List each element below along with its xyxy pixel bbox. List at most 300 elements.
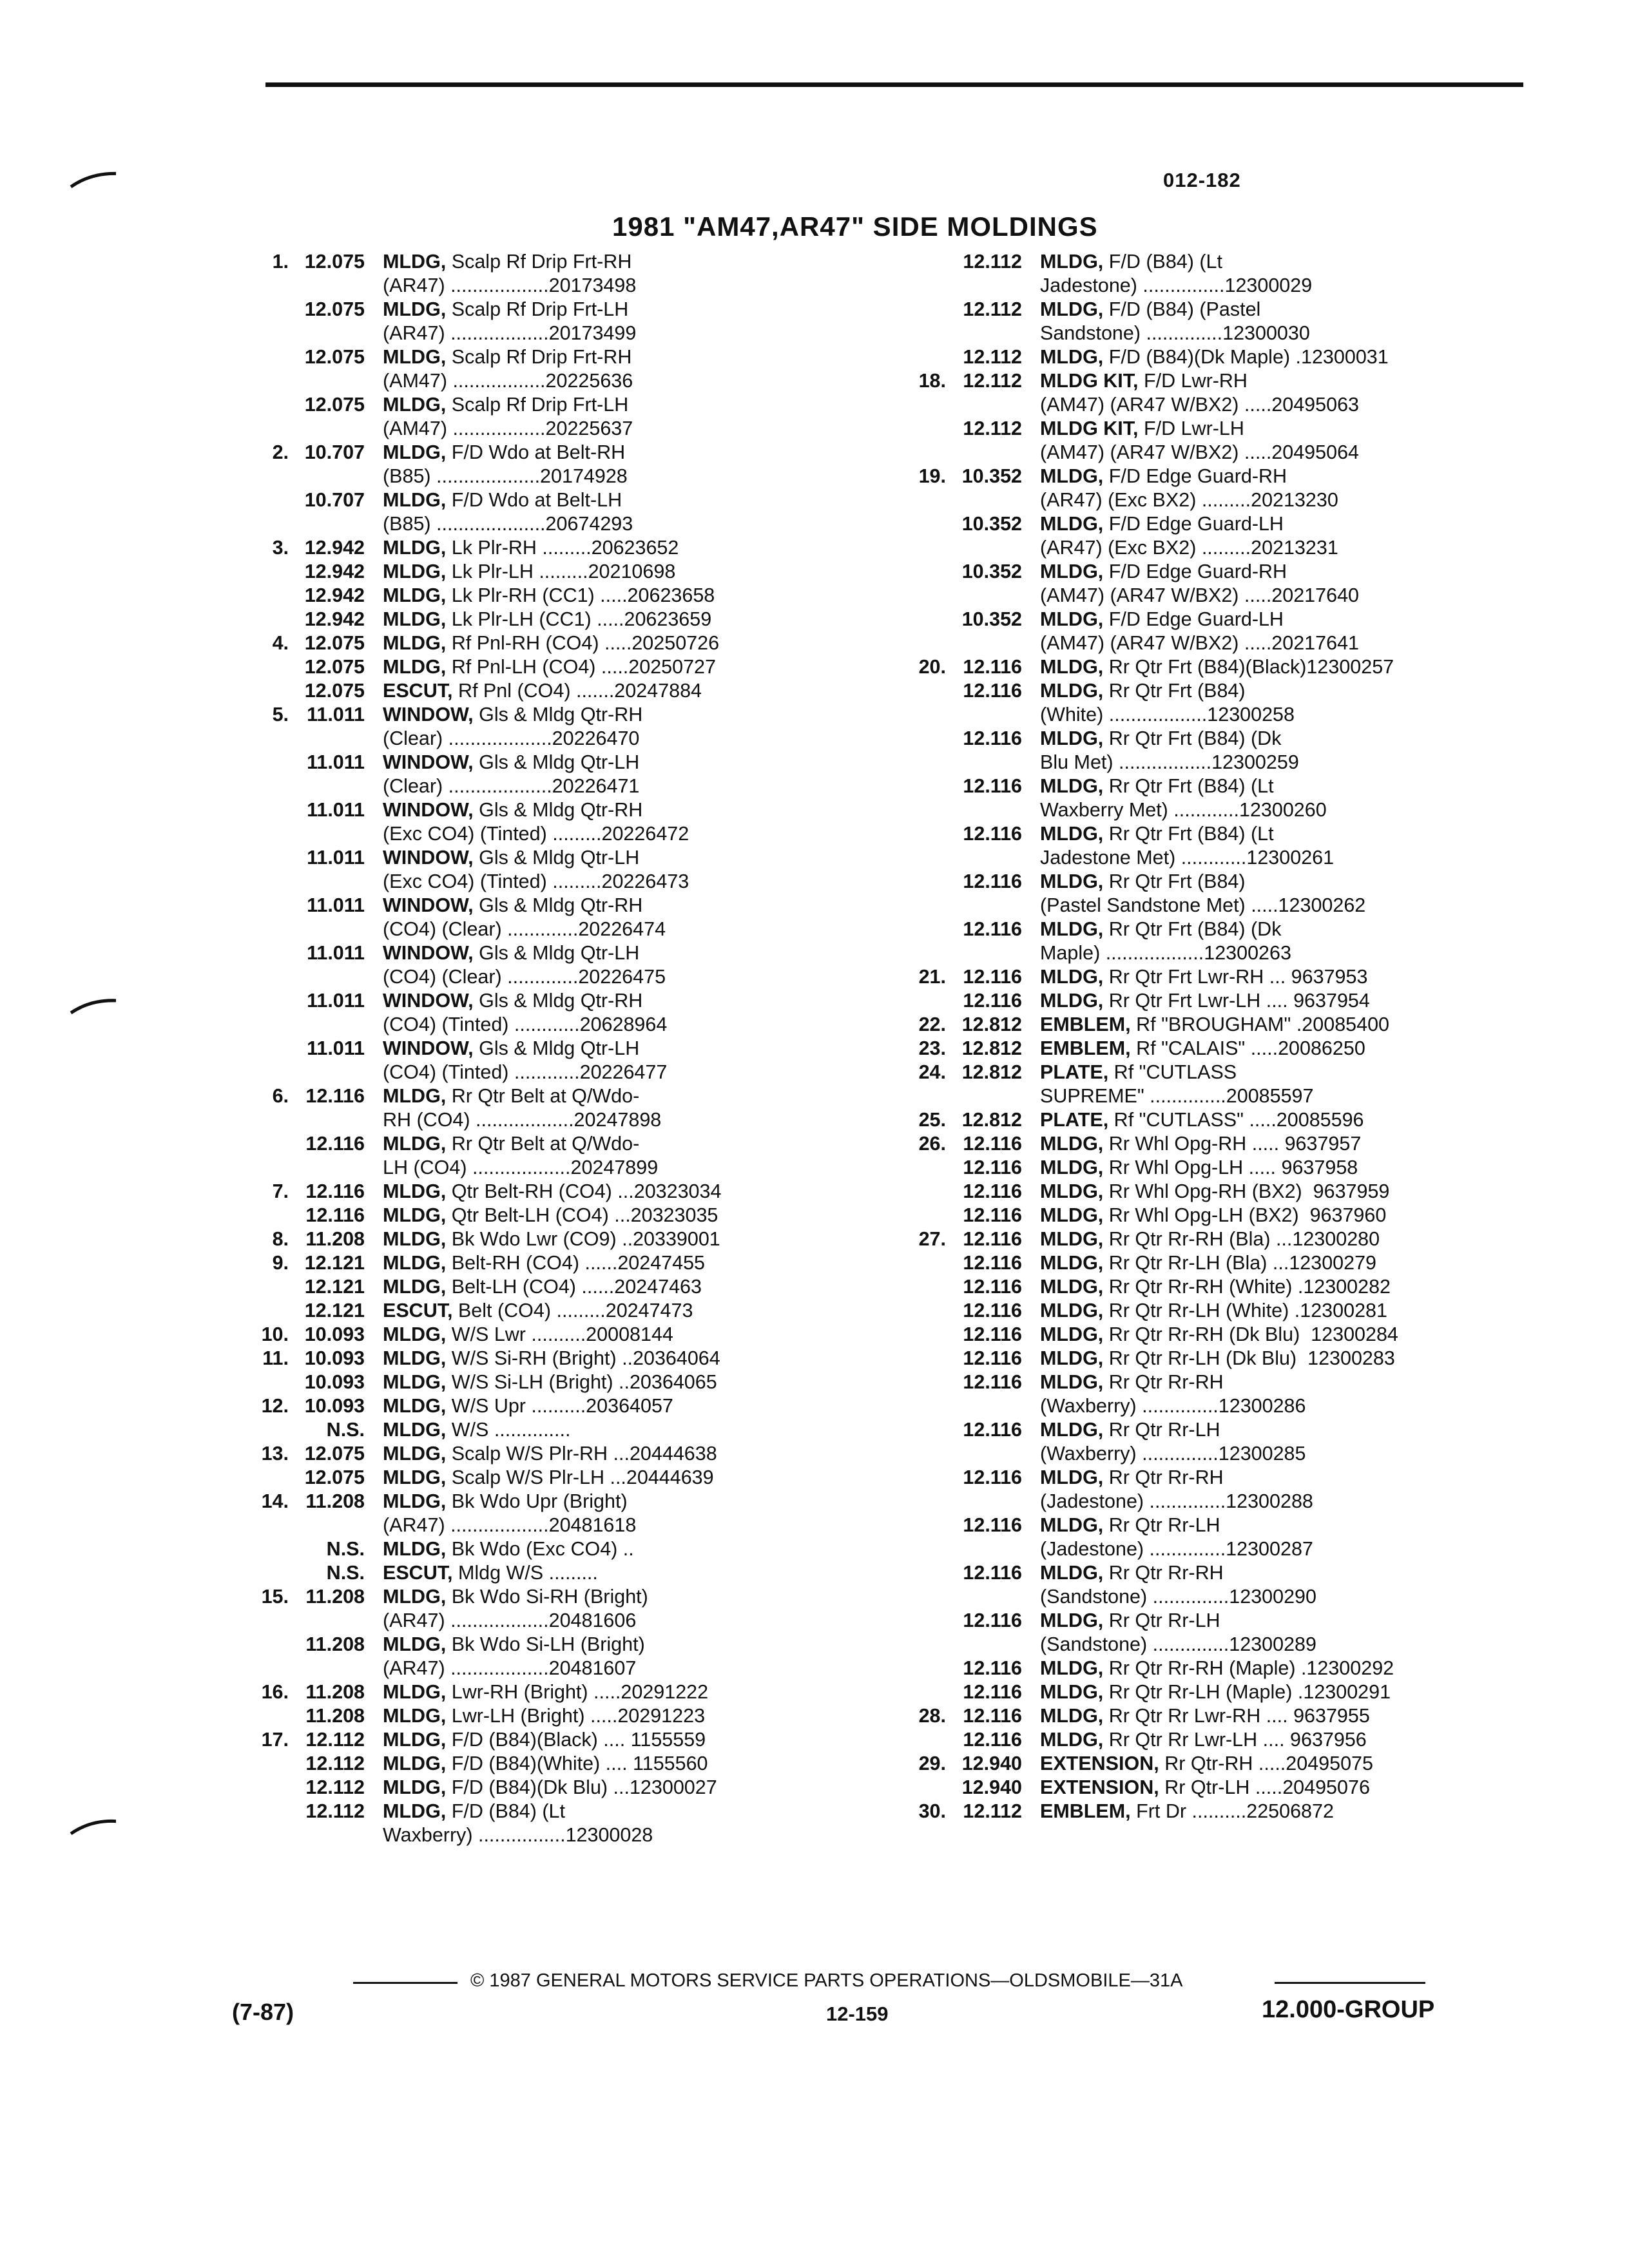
part-description (383, 584, 863, 608)
part-name: MLDG, (1040, 1180, 1104, 1202)
part-entry (232, 298, 863, 322)
section-number: N.S. (326, 1419, 365, 1441)
part-name: MLDG, (383, 1085, 447, 1107)
part-description (383, 1347, 863, 1370)
part-name: MLDG, (1040, 1514, 1104, 1536)
part-entry (889, 488, 1508, 512)
part-entry (889, 1251, 1508, 1275)
part-detail: Blu Met) .................12300259 (1040, 751, 1299, 773)
section-number: 11.208 (305, 1633, 365, 1655)
part-detail: (AM47) .................20225637 (383, 418, 633, 439)
part-detail: Bk Wdo Si-RH (Bright) (446, 1586, 648, 1608)
part-name: ESCUT, (383, 680, 453, 702)
section-number: 11.208 (305, 1490, 365, 1512)
part-detail: Bk Wdo Upr (Bright) (446, 1490, 628, 1512)
part-name: MLDG, (1040, 775, 1104, 797)
item-number: 19. (918, 465, 946, 487)
part-entry (232, 1609, 863, 1633)
part-description (1040, 798, 1508, 822)
part-entry (232, 393, 863, 417)
part-entry (232, 1657, 863, 1680)
part-description (383, 846, 863, 870)
part-name: WINDOW, (383, 1037, 474, 1059)
part-entry (889, 274, 1508, 298)
part-name: EXTENSION, (1040, 1776, 1159, 1798)
part-detail: Rr Qtr Rr-RH (1103, 1466, 1224, 1488)
part-description (383, 536, 863, 560)
part-entry (889, 894, 1508, 918)
section-number: 10.707 (304, 441, 365, 463)
part-description (1040, 1776, 1508, 1800)
part-entry (232, 798, 863, 822)
part-name: MLDG, (383, 1419, 447, 1441)
part-entry (232, 250, 863, 274)
part-name: MLDG, (383, 346, 447, 368)
part-description (383, 1084, 863, 1108)
part-name: MLDG, (383, 1800, 447, 1822)
part-detail: RH (CO4) ..................20247898 (383, 1109, 662, 1131)
part-name: WINDOW, (383, 799, 474, 821)
part-entry (889, 655, 1508, 679)
part-entry (889, 250, 1508, 274)
part-description (1040, 941, 1508, 965)
part-name: MLDG, (383, 298, 447, 320)
part-entry (889, 870, 1508, 894)
part-name: EMBLEM, (1040, 1037, 1131, 1059)
part-description (1040, 1752, 1508, 1776)
part-description (1040, 1609, 1508, 1633)
part-detail: LH (CO4) ..................20247899 (383, 1157, 659, 1178)
part-entry (889, 822, 1508, 846)
part-entry (889, 1323, 1508, 1347)
item-number: 20. (918, 656, 946, 678)
item-number: 14. (261, 1490, 289, 1512)
part-description (1040, 894, 1508, 918)
part-detail: Rr Qtr Rr-RH (Dk Blu) 12300284 (1103, 1323, 1398, 1345)
part-detail: Belt-RH (CO4) ......20247455 (446, 1252, 706, 1274)
part-description (1040, 488, 1508, 512)
part-entry (889, 369, 1508, 393)
part-entry (889, 1680, 1508, 1704)
section-number: 12.116 (963, 1347, 1022, 1369)
item-number: 10. (261, 1323, 289, 1345)
part-entry (232, 1275, 863, 1299)
item-number: 21. (918, 966, 946, 988)
part-name: MLDG, (1040, 680, 1104, 702)
part-name: MLDG, (383, 1681, 447, 1703)
part-description (383, 1490, 863, 1514)
item-number: 1. (272, 251, 289, 273)
section-number: 12.942 (304, 537, 365, 559)
section-number: 11.011 (307, 990, 365, 1012)
part-description (383, 608, 863, 631)
section-number: 12.112 (963, 1800, 1022, 1822)
section-number: 12.112 (963, 251, 1022, 273)
part-entry (232, 417, 863, 441)
section-number: 12.942 (304, 561, 365, 582)
part-name: MLDG, (1040, 990, 1104, 1012)
part-name: MLDG, (1040, 251, 1104, 273)
part-description (383, 870, 863, 894)
part-name: MLDG, (383, 394, 447, 416)
part-detail: Rr Qtr Frt Lwr-LH .... 9637954 (1103, 990, 1370, 1012)
part-entry (232, 1490, 863, 1514)
part-description (1040, 1132, 1508, 1156)
part-description (383, 441, 863, 465)
part-description (1040, 918, 1508, 941)
section-number: 12.116 (963, 1729, 1022, 1751)
part-entry (232, 512, 863, 536)
part-detail: Rr Qtr-RH .....20495075 (1159, 1753, 1373, 1774)
part-description (383, 1466, 863, 1490)
part-description (1040, 560, 1508, 584)
part-detail: Gls & Mldg Qtr-RH (473, 799, 643, 821)
part-detail: (AR47) ..................20173498 (383, 274, 637, 296)
part-detail: Bk Wdo Si-LH (Bright) (446, 1633, 645, 1655)
part-name: WINDOW, (383, 704, 474, 726)
part-detail: Lk Plr-RH .........20623652 (446, 537, 679, 559)
part-name: MLDG, (383, 1776, 447, 1798)
part-detail: Rr Qtr Rr Lwr-LH .... 9637956 (1103, 1729, 1367, 1751)
part-entry (232, 1347, 863, 1370)
part-detail: (AR47) ..................20481618 (383, 1514, 637, 1536)
part-detail: Gls & Mldg Qtr-RH (473, 990, 643, 1012)
part-entry (889, 1442, 1508, 1466)
part-entry (889, 846, 1508, 870)
part-description (1040, 1800, 1508, 1823)
section-number: 12.116 (963, 966, 1022, 988)
part-detail: (Clear) ...................20226470 (383, 727, 640, 749)
part-description (383, 679, 863, 703)
part-entry (889, 1776, 1508, 1800)
part-detail: Gls & Mldg Qtr-RH (473, 894, 643, 916)
part-name: MLDG, (383, 1443, 447, 1465)
part-detail: Rr Qtr-LH .....20495076 (1159, 1776, 1370, 1798)
part-description (383, 1204, 863, 1227)
part-entry (889, 1800, 1508, 1823)
part-description (1040, 393, 1508, 417)
part-detail: (B85) ....................20674293 (383, 513, 633, 535)
part-detail: Rf "CUTLASS" .....20085596 (1108, 1109, 1364, 1131)
item-number: 23. (918, 1037, 946, 1059)
part-detail: W/S Upr ..........20364057 (446, 1395, 673, 1417)
part-detail: W/S Si-RH (Bright) ..20364064 (446, 1347, 720, 1369)
part-entry (232, 560, 863, 584)
item-number: 8. (272, 1228, 289, 1250)
part-detail: Rr Qtr Rr-RH (Bla) ...12300280 (1103, 1228, 1380, 1250)
section-number: 12.812 (961, 1061, 1022, 1083)
part-entry (889, 1585, 1508, 1609)
part-detail: (AR47) ..................20481607 (383, 1657, 637, 1679)
footer-rule-left (353, 1982, 458, 1984)
part-entry (232, 631, 863, 655)
part-description (383, 751, 863, 774)
section-number: 12.116 (963, 1466, 1022, 1488)
part-entry (889, 417, 1508, 441)
part-entry (889, 1561, 1508, 1585)
part-entry (232, 1108, 863, 1132)
part-entry (889, 1275, 1508, 1299)
section-number: 12.116 (963, 1276, 1022, 1298)
part-name: MLDG, (383, 1490, 447, 1512)
item-number: 6. (272, 1085, 289, 1107)
section-number: 12.116 (963, 1180, 1022, 1202)
part-description (1040, 679, 1508, 703)
item-number: 11. (262, 1347, 289, 1369)
part-entry (889, 1752, 1508, 1776)
section-number: 12.116 (963, 1204, 1022, 1226)
catalog-code: 012-182 (1163, 169, 1241, 191)
part-detail: Rr Qtr Rr-RH (1103, 1562, 1224, 1584)
part-name: MLDG, (1040, 727, 1104, 749)
part-entry (232, 1585, 863, 1609)
section-number: 10.352 (961, 608, 1022, 630)
part-entry (232, 1204, 863, 1227)
part-name: MLDG, (1040, 918, 1104, 940)
part-entry (889, 1084, 1508, 1108)
part-name: WINDOW, (383, 990, 474, 1012)
part-entry (889, 298, 1508, 322)
part-name: MLDG, (383, 1228, 447, 1250)
part-description (1040, 536, 1508, 560)
part-name: MLDG, (1040, 608, 1104, 630)
section-number: 11.011 (307, 847, 365, 869)
part-description (383, 655, 863, 679)
item-number: 7. (272, 1180, 289, 1202)
part-entry (232, 1442, 863, 1466)
section-number: 11.208 (305, 1228, 365, 1250)
part-detail: W/S .............. (446, 1419, 571, 1441)
part-description (383, 1776, 863, 1800)
section-number: 12.112 (963, 418, 1022, 439)
part-name: EMBLEM, (1040, 1014, 1131, 1035)
section-number: 12.116 (963, 680, 1022, 702)
part-detail: Qtr Belt-LH (CO4) ...20323035 (446, 1204, 718, 1226)
margin-marks (0, 0, 116, 2268)
item-number: 25. (918, 1109, 946, 1131)
part-entry (232, 1800, 863, 1823)
part-detail: Jadestone) ...............12300029 (1040, 274, 1313, 296)
section-number: 12.116 (963, 1419, 1022, 1441)
part-description (383, 1585, 863, 1609)
part-description (383, 965, 863, 989)
part-description (383, 250, 863, 274)
part-detail: Rr Qtr Rr-LH (White) .12300281 (1103, 1300, 1387, 1321)
part-detail: Rr Qtr Frt (B84) (1103, 870, 1246, 892)
item-number: 28. (918, 1705, 946, 1727)
part-entry (889, 560, 1508, 584)
part-description (383, 1275, 863, 1299)
part-name: MLDG, (1040, 1562, 1104, 1584)
part-entry (232, 1823, 863, 1847)
part-description (1040, 989, 1508, 1013)
part-entry (889, 512, 1508, 536)
part-name: MLDG, (1040, 1157, 1104, 1178)
item-number: 30. (918, 1800, 946, 1822)
part-entry (889, 608, 1508, 631)
part-description (383, 989, 863, 1013)
item-number: 15. (261, 1586, 289, 1608)
part-entry (889, 941, 1508, 965)
part-entry (889, 1108, 1508, 1132)
section-number: 12.121 (304, 1252, 365, 1274)
part-description (383, 1752, 863, 1776)
part-detail: Waxberry Met) ............12300260 (1040, 799, 1327, 821)
part-entry (889, 1204, 1508, 1227)
part-entry (232, 1323, 863, 1347)
part-name: MLDG, (383, 1705, 447, 1727)
section-number: 11.011 (307, 942, 365, 964)
part-entry (232, 918, 863, 941)
part-detail: F/D Wdo at Belt-RH (446, 441, 626, 463)
part-detail: Lk Plr-LH (CC1) .....20623659 (446, 608, 712, 630)
part-entry (232, 965, 863, 989)
part-detail: Rr Qtr Frt Lwr-RH ... 9637953 (1103, 966, 1368, 988)
part-entry (232, 345, 863, 369)
part-detail: Scalp Rf Drip Frt-LH (446, 298, 629, 320)
part-description (1040, 1061, 1508, 1084)
part-detail: Rr Qtr Belt at Q/Wdo- (446, 1133, 640, 1155)
item-number: 18. (918, 370, 946, 392)
part-entry (889, 679, 1508, 703)
part-description (383, 417, 863, 441)
section-number: 12.112 (963, 298, 1022, 320)
part-detail: F/D (B84)(Dk Maple) .12300031 (1103, 346, 1389, 368)
part-description (383, 1323, 863, 1347)
part-description (1040, 1490, 1508, 1514)
part-description (1040, 1418, 1508, 1442)
part-description (383, 1037, 863, 1061)
part-entry (889, 1037, 1508, 1061)
part-entry (232, 1227, 863, 1251)
item-number: 16. (261, 1681, 289, 1703)
part-description (383, 1251, 863, 1275)
part-entry (232, 274, 863, 298)
part-detail: (AM47) (AR47 W/BX2) .....20495064 (1040, 441, 1359, 463)
part-detail: F/D (B84)(White) .... 1155560 (446, 1753, 708, 1774)
section-number: 12.116 (305, 1204, 365, 1226)
part-detail: (AR47) (Exc BX2) .........20213231 (1040, 537, 1338, 559)
part-description (1040, 298, 1508, 322)
part-detail: Rr Qtr Frt (B84) (1103, 680, 1246, 702)
part-detail: Belt (CO4) .........20247473 (452, 1300, 693, 1321)
part-description (383, 1061, 863, 1084)
part-description (383, 1657, 863, 1680)
part-entry (232, 322, 863, 345)
footer-date: (7-87) (232, 1999, 294, 2025)
part-name: WINDOW, (383, 751, 474, 773)
part-detail: (White) ..................12300258 (1040, 704, 1295, 726)
part-description (383, 322, 863, 345)
part-name: MLDG, (383, 632, 447, 654)
section-number: 12.116 (963, 1157, 1022, 1178)
part-entry (232, 1037, 863, 1061)
section-number: 12.116 (963, 1228, 1022, 1250)
part-detail: F/D (B84)(Black) .... 1155559 (446, 1729, 706, 1751)
part-entry (232, 1394, 863, 1418)
part-detail: (Sandstone) ..............12300289 (1040, 1633, 1316, 1655)
part-description (1040, 1633, 1508, 1657)
part-name: MLDG, (383, 1371, 447, 1393)
part-entry (889, 1227, 1508, 1251)
section-number: 10.707 (304, 489, 365, 511)
part-description (383, 894, 863, 918)
part-entry (232, 488, 863, 512)
part-entry (889, 1347, 1508, 1370)
section-number: 11.011 (307, 894, 365, 916)
part-name: MLDG, (383, 1204, 447, 1226)
part-entry (889, 1418, 1508, 1442)
part-description (383, 1537, 863, 1561)
part-description (383, 1633, 863, 1657)
part-entry (232, 1704, 863, 1728)
section-number: 12.116 (963, 1657, 1022, 1679)
part-detail: Lk Plr-RH (CC1) .....20623658 (446, 584, 715, 606)
part-description (1040, 727, 1508, 751)
part-detail: (CO4) (Tinted) ............20226477 (383, 1061, 668, 1083)
part-description (383, 1704, 863, 1728)
part-entry (889, 727, 1508, 751)
part-entry (232, 1680, 863, 1704)
part-entry (232, 774, 863, 798)
part-detail: (Exc CO4) (Tinted) .........20226472 (383, 823, 689, 845)
part-name: MLDG, (1040, 1419, 1104, 1441)
part-description (1040, 1037, 1508, 1061)
item-number: 27. (918, 1228, 946, 1250)
part-description (383, 774, 863, 798)
section-number: 11.208 (305, 1705, 365, 1727)
part-detail: F/D (B84)(Dk Blu) ...12300027 (446, 1776, 717, 1798)
part-detail: Rr Whl Opg-LH (BX2) 9637960 (1103, 1204, 1387, 1226)
part-description (383, 1609, 863, 1633)
part-detail: Qtr Belt-RH (CO4) ...20323034 (446, 1180, 722, 1202)
part-detail: Waxberry) ................12300028 (383, 1824, 653, 1846)
part-entry (889, 1609, 1508, 1633)
part-description (383, 560, 863, 584)
part-entry (889, 1370, 1508, 1394)
part-name: MLDG, (383, 1276, 447, 1298)
part-description (1040, 274, 1508, 298)
part-description (1040, 870, 1508, 894)
part-detail: Rr Qtr Rr-LH (Bla) ...12300279 (1103, 1252, 1377, 1274)
part-detail: Belt-LH (CO4) ......20247463 (446, 1276, 702, 1298)
part-detail: Rr Qtr Rr Lwr-RH .... 9637955 (1103, 1705, 1370, 1727)
part-description (383, 1108, 863, 1132)
section-number: 12.116 (963, 1610, 1022, 1631)
footer-rule-right (1275, 1982, 1425, 1984)
section-number: 12.116 (963, 1300, 1022, 1321)
section-number: 12.075 (304, 346, 365, 368)
section-number: 11.208 (305, 1586, 365, 1608)
part-description (383, 918, 863, 941)
part-description (1040, 608, 1508, 631)
part-description (1040, 1347, 1508, 1370)
part-entry (232, 822, 863, 846)
part-detail: Scalp W/S Plr-LH ...20444639 (446, 1466, 714, 1488)
part-detail: Rf "CALAIS" .....20086250 (1130, 1037, 1365, 1059)
item-number: 2. (272, 441, 289, 463)
part-detail: F/D Lwr-LH (1138, 418, 1244, 439)
part-entry (232, 894, 863, 918)
part-detail: Rr Qtr Rr-LH (1103, 1610, 1220, 1631)
part-name: MLDG, (1040, 823, 1104, 845)
part-entry (232, 751, 863, 774)
part-name: MLDG, (383, 1466, 447, 1488)
part-description (1040, 369, 1508, 393)
part-detail: Rr Qtr Belt at Q/Wdo- (446, 1085, 640, 1107)
section-number: 11.011 (307, 799, 365, 821)
part-description (1040, 1275, 1508, 1299)
